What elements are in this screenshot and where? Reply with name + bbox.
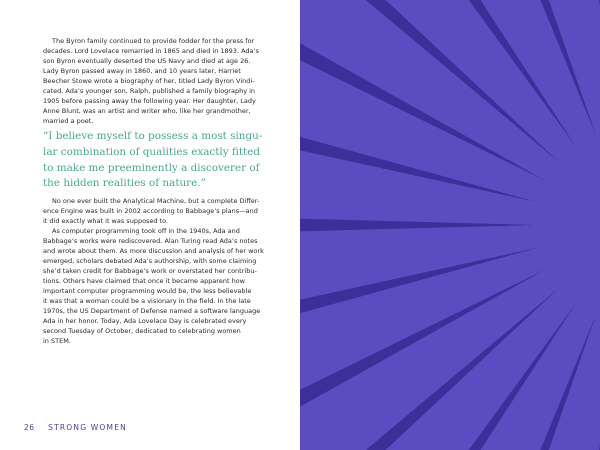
- text-line: ence Engine was built in 2002 according to Babbage’s plans—and: [43, 207, 258, 215]
- text-line: second Tuesday of October, dedicated to celebrating women: [43, 327, 241, 335]
- body-text-top: [43, 36, 271, 126]
- body-text-bottom: [43, 196, 271, 346]
- text-line: it was that a woman could be a visionary in the field. In the late: [43, 297, 251, 305]
- text-line: decades. Lord Lovelace remarried in 1865 and died in 1893. Ada’s: [43, 47, 259, 55]
- text-line: No one ever built the Analytical Machine, but a complete Differ-: [52, 197, 260, 205]
- decorative-sunburst-panel: [300, 0, 600, 450]
- text-line: in STEM.: [43, 337, 71, 345]
- text-line: Ada in her honor. Today, Ada Lovelace Day is celebrated every: [43, 317, 247, 325]
- text-line: 1970s, the US Department of Defense named a software language: [43, 307, 261, 315]
- quote-line: the hidden realities of nature.”: [43, 177, 206, 190]
- text-line: Babbage’s works were rediscovered. Alan Turing read Ada’s notes: [43, 237, 258, 245]
- text-line: it did exactly what it was supposed to.: [43, 217, 169, 225]
- text-line: tions. Others have claimed that once it became apparent how: [43, 277, 245, 285]
- text-line: important computer programming would be, the less believable: [43, 287, 252, 295]
- quote-line: to make me preeminently a discoverer of: [43, 161, 260, 174]
- sunburst-illustration: [300, 0, 600, 450]
- text-line: married a poet.: [43, 117, 94, 125]
- text-line: emerged, scholars debated Ada’s authorship, with some claiming: [43, 257, 257, 265]
- text-line: son Byron eventually deserted the US Navy and died at age 26.: [43, 57, 251, 65]
- paragraph-byron-family: [43, 36, 271, 126]
- text-line: 1905 before passing away the following year. Her daughter, Lady: [43, 97, 256, 105]
- page-number: 26: [24, 423, 35, 432]
- pull-quote: [43, 129, 273, 192]
- text-line: As computer programming took off in the 1940s, Ada and: [52, 227, 240, 235]
- text-line: Beecher Stowe wrote a biography of her, titled Lady Byron Vindi-: [43, 77, 255, 85]
- text-line: Lady Byron passed away in 1860, and 10 years later, Harriet: [43, 67, 241, 75]
- page-footer: [24, 423, 127, 432]
- text-line: The Byron family continued to provide fodder for the press for: [52, 37, 255, 45]
- text-line: and wrote about them. As more discussion and analysis of her work: [43, 247, 264, 255]
- quote-line: lar combination of qualities exactly fitted: [43, 145, 260, 158]
- text-line: she’d taken credit for Babbage’s work or overstated her contribu-: [43, 267, 257, 275]
- text-line: cated. Ada’s younger son, Ralph, published a family biography in: [43, 87, 256, 95]
- quote-line: “I believe myself to possess a most singu-: [43, 130, 263, 142]
- paragraph-analytical-machine: [43, 196, 271, 226]
- text-line: Anne Blunt, was an artist and writer who, like her grandmother,: [43, 107, 251, 115]
- paragraph-programming: [43, 226, 271, 346]
- running-title: STRONG WOMEN: [48, 423, 127, 432]
